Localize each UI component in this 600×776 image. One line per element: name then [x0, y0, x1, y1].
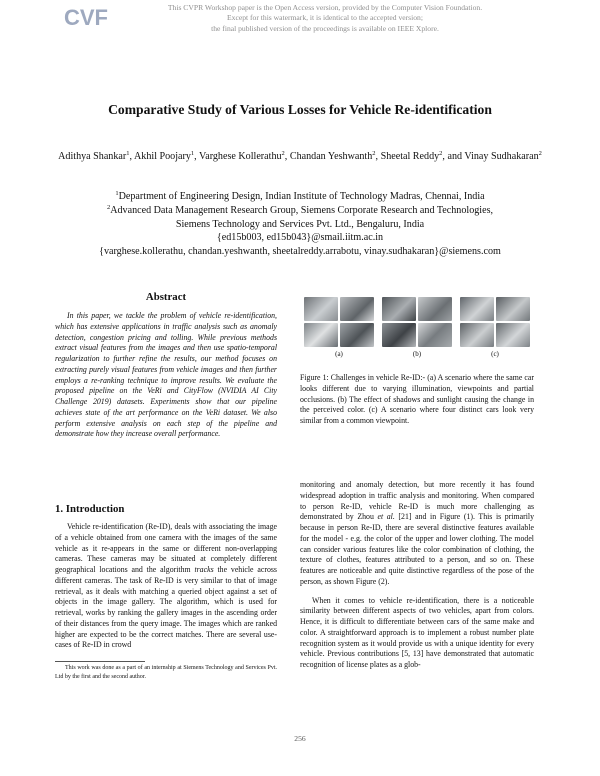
vehicle-image — [496, 297, 530, 321]
text-run: monitoring and anomaly detection, but more recently it has found widespread adoption in traffic analysis and monitoring. When compared to person Re-ID, vehicle Re-ID is much more challenging as demonstrated by Zhou — [300, 480, 534, 522]
vehicle-image — [496, 323, 530, 347]
body-paragraph — [300, 480, 534, 588]
affiliations — [40, 190, 560, 259]
email-siemens: {varghese.kollerathu, chandan.yeshwanth, sheetalreddy.arrabotu, vinay.sudhakaran}@siemens.com — [99, 246, 501, 258]
affiliation-2 — [40, 204, 560, 218]
text-run: Vehicle re-identification (Re-ID), deals with associating the image of a vehicle obtained from one camera with the images of the same vehicle as it re-appears in the same or different non-overlapping cameras. These cameras may be situated at completely different geographical locations and the algorithm — [55, 522, 277, 574]
author-separator: , — [375, 151, 381, 162]
emphasis: tracks — [194, 565, 214, 574]
watermark — [120, 3, 530, 34]
footnote-text: This work was done as a part of an internship at Siemens Technology and Services Pvt. Ltd by the first and the second author. — [55, 665, 277, 680]
watermark-line: the final published version of the proceedings is available on IEEE Xplore. — [211, 23, 439, 33]
abstract-paragraph: In this paper, we tackle the problem of vehicle re-identification, which has extensive applications in traffic analysis such as anomaly detection, congestion pricing and tolling. While previous methods extract visual features from the images and then use spatio-temporal regularization to further refine the results, our method focuses on extracting purely visual features from vehicle images and then further employs a re-ranking technique to improve results. We evaluate the proposed pipeline on the VeRi and CityFlow (NVIDIA AI City Challenge 2019) datasets. Experiments show that our pipeline achieves state of the art performance on the VeRi dataset. We also perform extensive analysis on each step of the pipeline and demonstrate how they increase overall performance. — [55, 311, 277, 439]
figure-panel-a — [304, 297, 374, 358]
figure-1 — [300, 297, 530, 367]
cvf-logo — [62, 3, 110, 29]
figure-label: (a) — [335, 350, 343, 358]
footnote — [55, 664, 277, 681]
watermark-line: This CVPR Workshop paper is the Open Access version, provided by the Computer Vision Foundation. — [167, 3, 483, 12]
author-affil-mark: 1 — [190, 150, 195, 157]
author-name: Sheetal Reddy — [380, 151, 440, 162]
vehicle-image — [418, 323, 452, 347]
author-affil-mark: 2 — [538, 150, 542, 157]
author-separator: , — [129, 151, 134, 162]
affil-mark: 2 — [106, 203, 111, 211]
affiliation-text: Department of Engineering Design, Indian Institute of Technology Madras, Chennai, India — [118, 191, 485, 202]
vehicle-image — [460, 297, 494, 321]
author-affil-mark: 2 — [439, 150, 443, 157]
vehicle-image — [340, 297, 374, 321]
emphasis: et al. — [377, 512, 395, 522]
vehicle-image — [382, 323, 416, 347]
cvf-logo-mark — [62, 3, 110, 29]
paper-title: Comparative Study of Various Losses for Vehicle Re-identification — [108, 102, 492, 117]
figure-panel-b — [382, 297, 452, 358]
right-column-body — [300, 480, 534, 671]
email-iitm: {ed15b003, ed15b043}@smail.iitm.ac.in — [216, 232, 384, 244]
author-separator: , — [284, 151, 290, 162]
author-affil-mark: 1 — [126, 150, 130, 157]
intro-paragraph — [55, 522, 277, 651]
author-list — [55, 150, 545, 164]
vehicle-image — [382, 297, 416, 321]
affiliation-2-cont: Siemens Technology and Services Pvt. Ltd., Bengaluru, India — [175, 218, 425, 230]
abstract-heading: Abstract — [145, 291, 187, 303]
figure-1-caption: Figure 1: Challenges in vehicle Re-ID:- (a) A scenario where the same car looks different due to varying illumination, viewpoints and partial occlusions. (b) The effect of shadows and sunlight causing the change in the perceived color. (c) A scenario where four distinct cars look very similar from a common viewpoint. — [300, 373, 534, 425]
author-name: Adithya Shankar — [58, 151, 127, 162]
body-paragraph: When it comes to vehicle re-identification, there is a noticeable similarity between different aspects of two vehicles, apart from colors. Hence, it is difficult to differentiate between cars of the same make and color. A straightforward approach is to implement a robust number plate recognition system as it would provide us with a unique identity for every vehicle. Previous contributions [5, 13] have demonstrated that automatic recognition of license plates as a glob- — [300, 595, 534, 669]
text-run: [21] and in Figure (1). This is primarily because in person Re-ID, there are several distinctive features available for the model - e.g. the color of the upper and lower clothing. The model can consider various features like the color combination of clothing, the texture of clothes, features attributed to a person, and so on. These features are noticeable and quite distinctive regardless of the pose of the person, as shown Figure (2). — [300, 512, 534, 586]
vehicle-image — [460, 323, 494, 347]
vehicle-image — [418, 297, 452, 321]
vehicle-image — [340, 323, 374, 347]
abstract-body — [55, 311, 277, 440]
vehicle-image — [304, 323, 338, 347]
author-name: Vinay Sudhakaran — [464, 151, 539, 162]
author-affil-mark: 2 — [281, 150, 285, 157]
page-number: 256 — [294, 734, 306, 743]
author-separator: , and — [442, 151, 465, 162]
text-run: the vehicle across different cameras. The task of Re-ID is very similar to that of image retrieval, as it deals with matching a queried object against a set of objects in the image gallery. The algorithm, which is used for retrieval, works by ranking the gallery images in the ascending order of their distances from the query image. The images which are ranked higher are expected to be the correct matches. There are several use-cases of Re-ID in crowd — [55, 565, 277, 650]
footnote-rule — [55, 661, 145, 662]
author-separator: , — [194, 151, 200, 162]
affiliation-text: Advanced Data Management Research Group, Siemens Corporate Research and Technologies, — [110, 204, 494, 216]
author-name: Chandan Yeshwanth — [289, 151, 373, 162]
figure-label: (c) — [491, 350, 499, 358]
affiliation-1 — [40, 190, 560, 204]
section-heading-introduction: 1. Introduction — [55, 503, 125, 515]
vehicle-image — [304, 297, 338, 321]
introduction-body — [55, 522, 277, 651]
author-name: Akhil Poojary — [134, 151, 191, 162]
author-affil-mark: 2 — [372, 150, 376, 157]
watermark-line: Except for this watermark, it is identical to the accepted version; — [227, 13, 423, 23]
author-name: Varghese Kollerathu — [199, 151, 282, 162]
affil-mark: 1 — [115, 190, 119, 197]
figure-label: (b) — [412, 350, 422, 358]
figure-panel-c — [460, 297, 530, 358]
cvf-logo-text: CVF — [64, 5, 108, 29]
